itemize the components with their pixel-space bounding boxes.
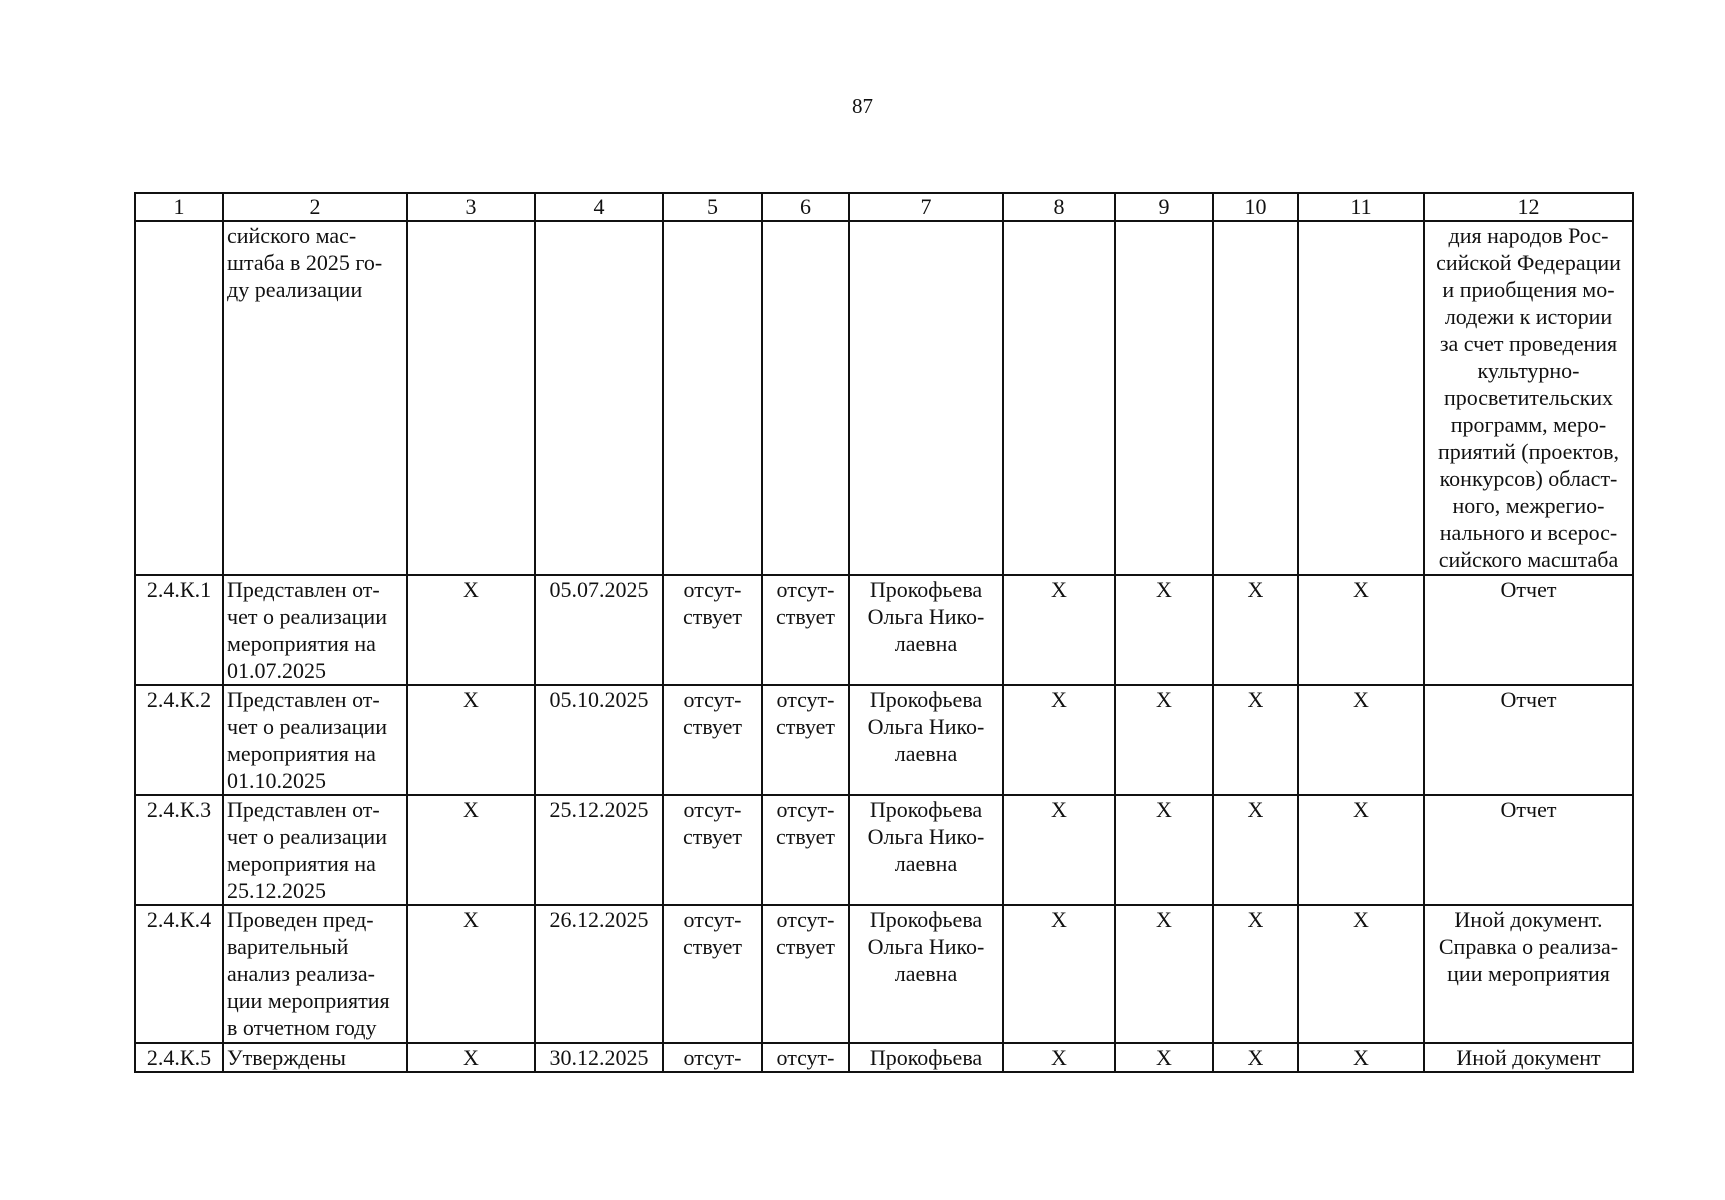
cell-id: 2.4.К.1 [135, 575, 223, 685]
cell-document: Иной документ [1424, 1043, 1633, 1072]
cell-result-name: Проведен пред- варительный анализ реализа- ции мероприятия в отчетном году [223, 905, 407, 1043]
column-header: 5 [663, 193, 762, 221]
cell-date: 30.12.2025 [535, 1043, 663, 1072]
column-header: 1 [135, 193, 223, 221]
cell-mark: X [1298, 1043, 1424, 1072]
cell-mark: X [1003, 685, 1115, 795]
cell-mark: X [1213, 685, 1298, 795]
cell-empty [1003, 221, 1115, 575]
cell-result-name: сийского мас- штаба в 2025 го- ду реализации [223, 221, 407, 575]
cell-id: 2.4.К.3 [135, 795, 223, 905]
cell-result-name: Представлен от- чет о реализации мероприятия на 25.12.2025 [223, 795, 407, 905]
column-header: 9 [1115, 193, 1213, 221]
cell-empty [762, 221, 849, 575]
column-header: 4 [535, 193, 663, 221]
cell-id: 2.4.К.4 [135, 905, 223, 1043]
cell-mark: X [1003, 905, 1115, 1043]
cell-mark: X [1003, 575, 1115, 685]
column-header: 11 [1298, 193, 1424, 221]
cell-mark: X [407, 575, 535, 685]
cell-responsible: Прокофьева Ольга Нико- лаевна [849, 905, 1003, 1043]
column-header: 12 [1424, 193, 1633, 221]
cell-empty [849, 221, 1003, 575]
cell-result-name: Утверждены [223, 1043, 407, 1072]
cell-col5: отсут- ствует [663, 795, 762, 905]
cell-date: 05.07.2025 [535, 575, 663, 685]
cell-date: 25.12.2025 [535, 795, 663, 905]
cell-empty [535, 221, 663, 575]
cell-empty [407, 221, 535, 575]
cell-mark: X [1298, 575, 1424, 685]
cell-mark: X [1115, 685, 1213, 795]
cell-mark: X [1298, 795, 1424, 905]
cell-mark: X [407, 1043, 535, 1072]
cell-document: Иной документ. Справка о реализа- ции мероприятия [1424, 905, 1633, 1043]
column-header: 7 [849, 193, 1003, 221]
cell-col6: отсут- ствует [762, 575, 849, 685]
cell-col6: отсут- ствует [762, 905, 849, 1043]
cell-id: 2.4.К.2 [135, 685, 223, 795]
cell-mark: X [1213, 1043, 1298, 1072]
column-header: 6 [762, 193, 849, 221]
header-row [135, 193, 1633, 221]
cell-mark: X [407, 905, 535, 1043]
column-header: 10 [1213, 193, 1298, 221]
cell-date: 05.10.2025 [535, 685, 663, 795]
cell-mark: X [1115, 1043, 1213, 1072]
cell-mark: X [1115, 575, 1213, 685]
column-header: 3 [407, 193, 535, 221]
cell-document: дия народов Рос- сийской Федерации и приобщения мо- лодежи к истории за счет проведения культурно- просветительских программ, меро- приятий (проектов, конкурсов) област- ного, межрегио- нального и всерос- сийского масштаба [1424, 221, 1633, 575]
cell-mark: X [407, 795, 535, 905]
cell-mark: X [1213, 905, 1298, 1043]
cell-empty [1213, 221, 1298, 575]
cell-col6: отсут- ствует [762, 685, 849, 795]
table-row [135, 575, 1633, 685]
cell-empty [1298, 221, 1424, 575]
cell-col5: отсут- ствует [663, 905, 762, 1043]
cell-empty [663, 221, 762, 575]
cell-col5: отсут- [663, 1043, 762, 1072]
table-row [135, 1043, 1633, 1072]
table-row [135, 685, 1633, 795]
cell-responsible: Прокофьева Ольга Нико- лаевна [849, 795, 1003, 905]
cell-empty [135, 221, 223, 575]
cell-result-name: Представлен от- чет о реализации мероприятия на 01.10.2025 [223, 685, 407, 795]
cell-mark: X [1298, 905, 1424, 1043]
cell-result-name: Представлен от- чет о реализации мероприятия на 01.07.2025 [223, 575, 407, 685]
cell-document: Отчет [1424, 575, 1633, 685]
cell-mark: X [1003, 1043, 1115, 1072]
page-number: 87 [852, 94, 873, 118]
cell-col6: отсут- [762, 1043, 849, 1072]
cell-col5: отсут- ствует [663, 575, 762, 685]
cell-col5: отсут- ствует [663, 685, 762, 795]
table-row [135, 795, 1633, 905]
cell-id: 2.4.К.5 [135, 1043, 223, 1072]
cell-mark: X [1115, 795, 1213, 905]
cell-document: Отчет [1424, 685, 1633, 795]
cell-mark: X [1003, 795, 1115, 905]
cell-mark: X [407, 685, 535, 795]
cell-mark: X [1213, 575, 1298, 685]
cell-document: Отчет [1424, 795, 1633, 905]
cell-responsible: Прокофьева Ольга Нико- лаевна [849, 685, 1003, 795]
cell-mark: X [1213, 795, 1298, 905]
cell-responsible: Прокофьева Ольга Нико- лаевна [849, 575, 1003, 685]
cell-date: 26.12.2025 [535, 905, 663, 1043]
cell-empty [1115, 221, 1213, 575]
cell-col6: отсут- ствует [762, 795, 849, 905]
column-header: 8 [1003, 193, 1115, 221]
cell-mark: X [1115, 905, 1213, 1043]
cell-responsible: Прокофьева [849, 1043, 1003, 1072]
column-header: 2 [223, 193, 407, 221]
continuation-row [135, 221, 1633, 575]
cell-mark: X [1298, 685, 1424, 795]
plan-table [134, 192, 1634, 1073]
table-row [135, 905, 1633, 1043]
